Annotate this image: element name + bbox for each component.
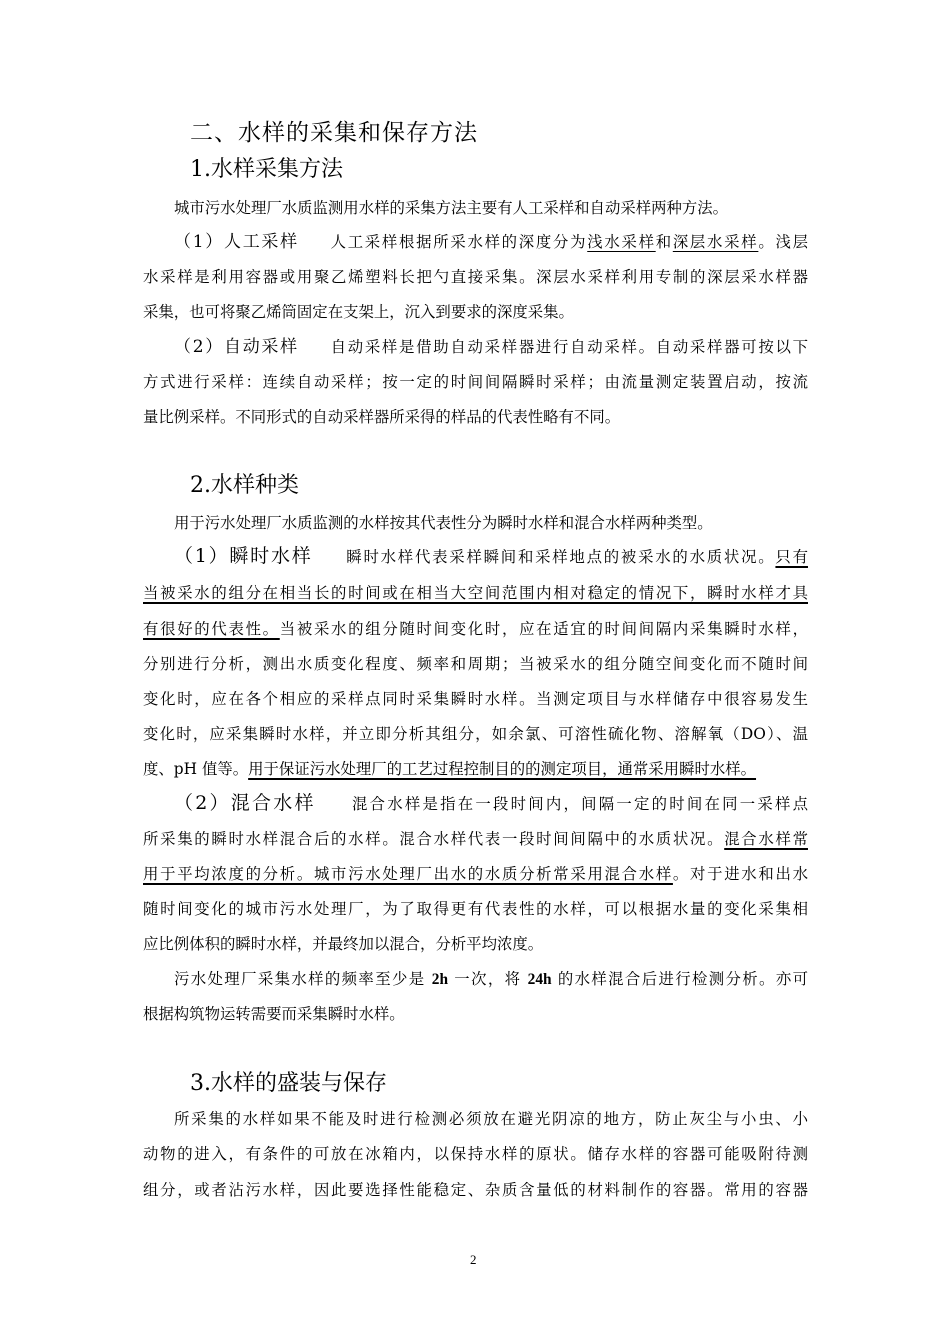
mixed-sample-line1: （2）混合水样 混合水样是指在一段时间内，间隔一定的时间在同一采样点 (174, 792, 808, 814)
manual-sampling-line2: 水采样是利用容器或用聚乙烯塑料长把勺直接采集。深层水采样利用专制的深层采水样器 (143, 268, 808, 286)
auto-sampling-line3: 量比例采样。不同形式的自动采样器所采得的样品的代表性略有不同。 (143, 408, 621, 426)
instant-sample-line3: 有很好的代表性。当被采水的组分随时间变化时，应在适宜的时间间隔内采集瞬时水样， (143, 620, 808, 638)
storage-line3: 组分，或者沾污水样，因此要选择性能稳定、杂质含量低的材料制作的容器。常用的容器 (143, 1181, 808, 1199)
sec2-intro: 用于污水处理厂水质监测的水样按其代表性分为瞬时水样和混合水样两种类型。 (174, 514, 713, 532)
frequency-line1: 污水处理厂采集水样的频率至少是 2h 一次，将 24h 的水样混合后进行检测分析。亦可 (174, 970, 808, 988)
sec1-title: 1.水样采集方法 (190, 157, 343, 182)
instant-sample-line6: 变化时，应采集瞬时水样，并立即分析其组分，如余氯、可溶性硫化物、溶解氧（DO）、温 (143, 725, 808, 743)
instant-sample-line4: 分别进行分析，测出水质变化程度、频率和周期；当被采水的组分随空间变化而不随时间 (143, 655, 808, 673)
deep-sampling-term: 深层水采样 (672, 233, 759, 251)
sec1-intro: 城市污水处理厂水质监测用水样的采集方法主要有人工采样和自动采样两种方法。 (174, 199, 729, 217)
instant-sample-line1: （1）瞬时水样 瞬时水样代表采样瞬间和采样地点的被采水的水质状况。只有 (174, 545, 808, 567)
manual-label: （1）人工采样 (174, 232, 299, 252)
storage-line1: 所采集的水样如果不能及时进行检测必须放在避光阴凉的地方，防止灰尘与小虫、小 (174, 1110, 808, 1128)
auto-sampling-line2: 方式进行采样：连续自动采样；按一定的时间间隔瞬时采样；由流量测定装置启动，按流 (143, 373, 808, 391)
mixed-sample-line3: 用于平均浓度的分析。城市污水处理厂出水的水质分析常采用混合水样。对于进水和出水 (143, 865, 808, 883)
frequency-line2: 根据构筑物运转需要而采集瞬时水样。 (143, 1005, 405, 1023)
instant-sample-line2: 当被采水的组分在相当长的时间或在相当大空间范围内相对稳定的情况下，瞬时水样才具 (143, 584, 808, 602)
sec3-title: 3.水样的盛装与保存 (190, 1071, 387, 1096)
sec2-title: 2.水样种类 (190, 473, 299, 498)
instant-label: （1）瞬时水样 (174, 545, 313, 567)
section-heading: 二、水样的采集和保存方法 (190, 120, 478, 146)
page-number: 2 (470, 1252, 477, 1267)
auto-label: （2）自动采样 (174, 337, 299, 357)
manual-sampling-line3: 采集，也可将聚乙烯筒固定在支架上，沉入到要求的深度采集。 (143, 303, 574, 321)
auto-sampling-line1: （2）自动采样 自动采样是借助自动采样器进行自动采样。自动采样器可按以下 (174, 337, 808, 357)
mixed-sample-line5: 应比例体积的瞬时水样，并最终加以混合，分析平均浓度。 (143, 935, 544, 953)
instant-sample-line5: 变化时，应在各个相应的采样点同时采集瞬时水样。当测定项目与水样储存中很容易发生 (143, 690, 808, 708)
mixed-label: （2）混合水样 (174, 792, 316, 814)
mixed-sample-line2: 所采集的瞬时水样混合后的水样。混合水样代表一段时间间隔中的水质状况。混合水样常 (143, 830, 808, 848)
storage-line2: 动物的进入，有条件的可放在冰箱内，以保持水样的原状。储存水样的容器可能吸附待测 (143, 1145, 808, 1163)
mixed-sample-line4: 随时间变化的城市污水处理厂，为了取得更有代表性的水样，可以根据水量的变化采集相 (143, 900, 808, 918)
shallow-sampling-term: 浅水采样 (587, 233, 656, 251)
manual-sampling-line1: （1）人工采样 人工采样根据所采水样的深度分为浅水采样和深层水采样。浅层 (174, 232, 808, 252)
instant-sample-line7: 度、pH 值等。用于保证污水处理厂的工艺过程控制目的的测定项目，通常采用瞬时水样。 (143, 760, 757, 778)
